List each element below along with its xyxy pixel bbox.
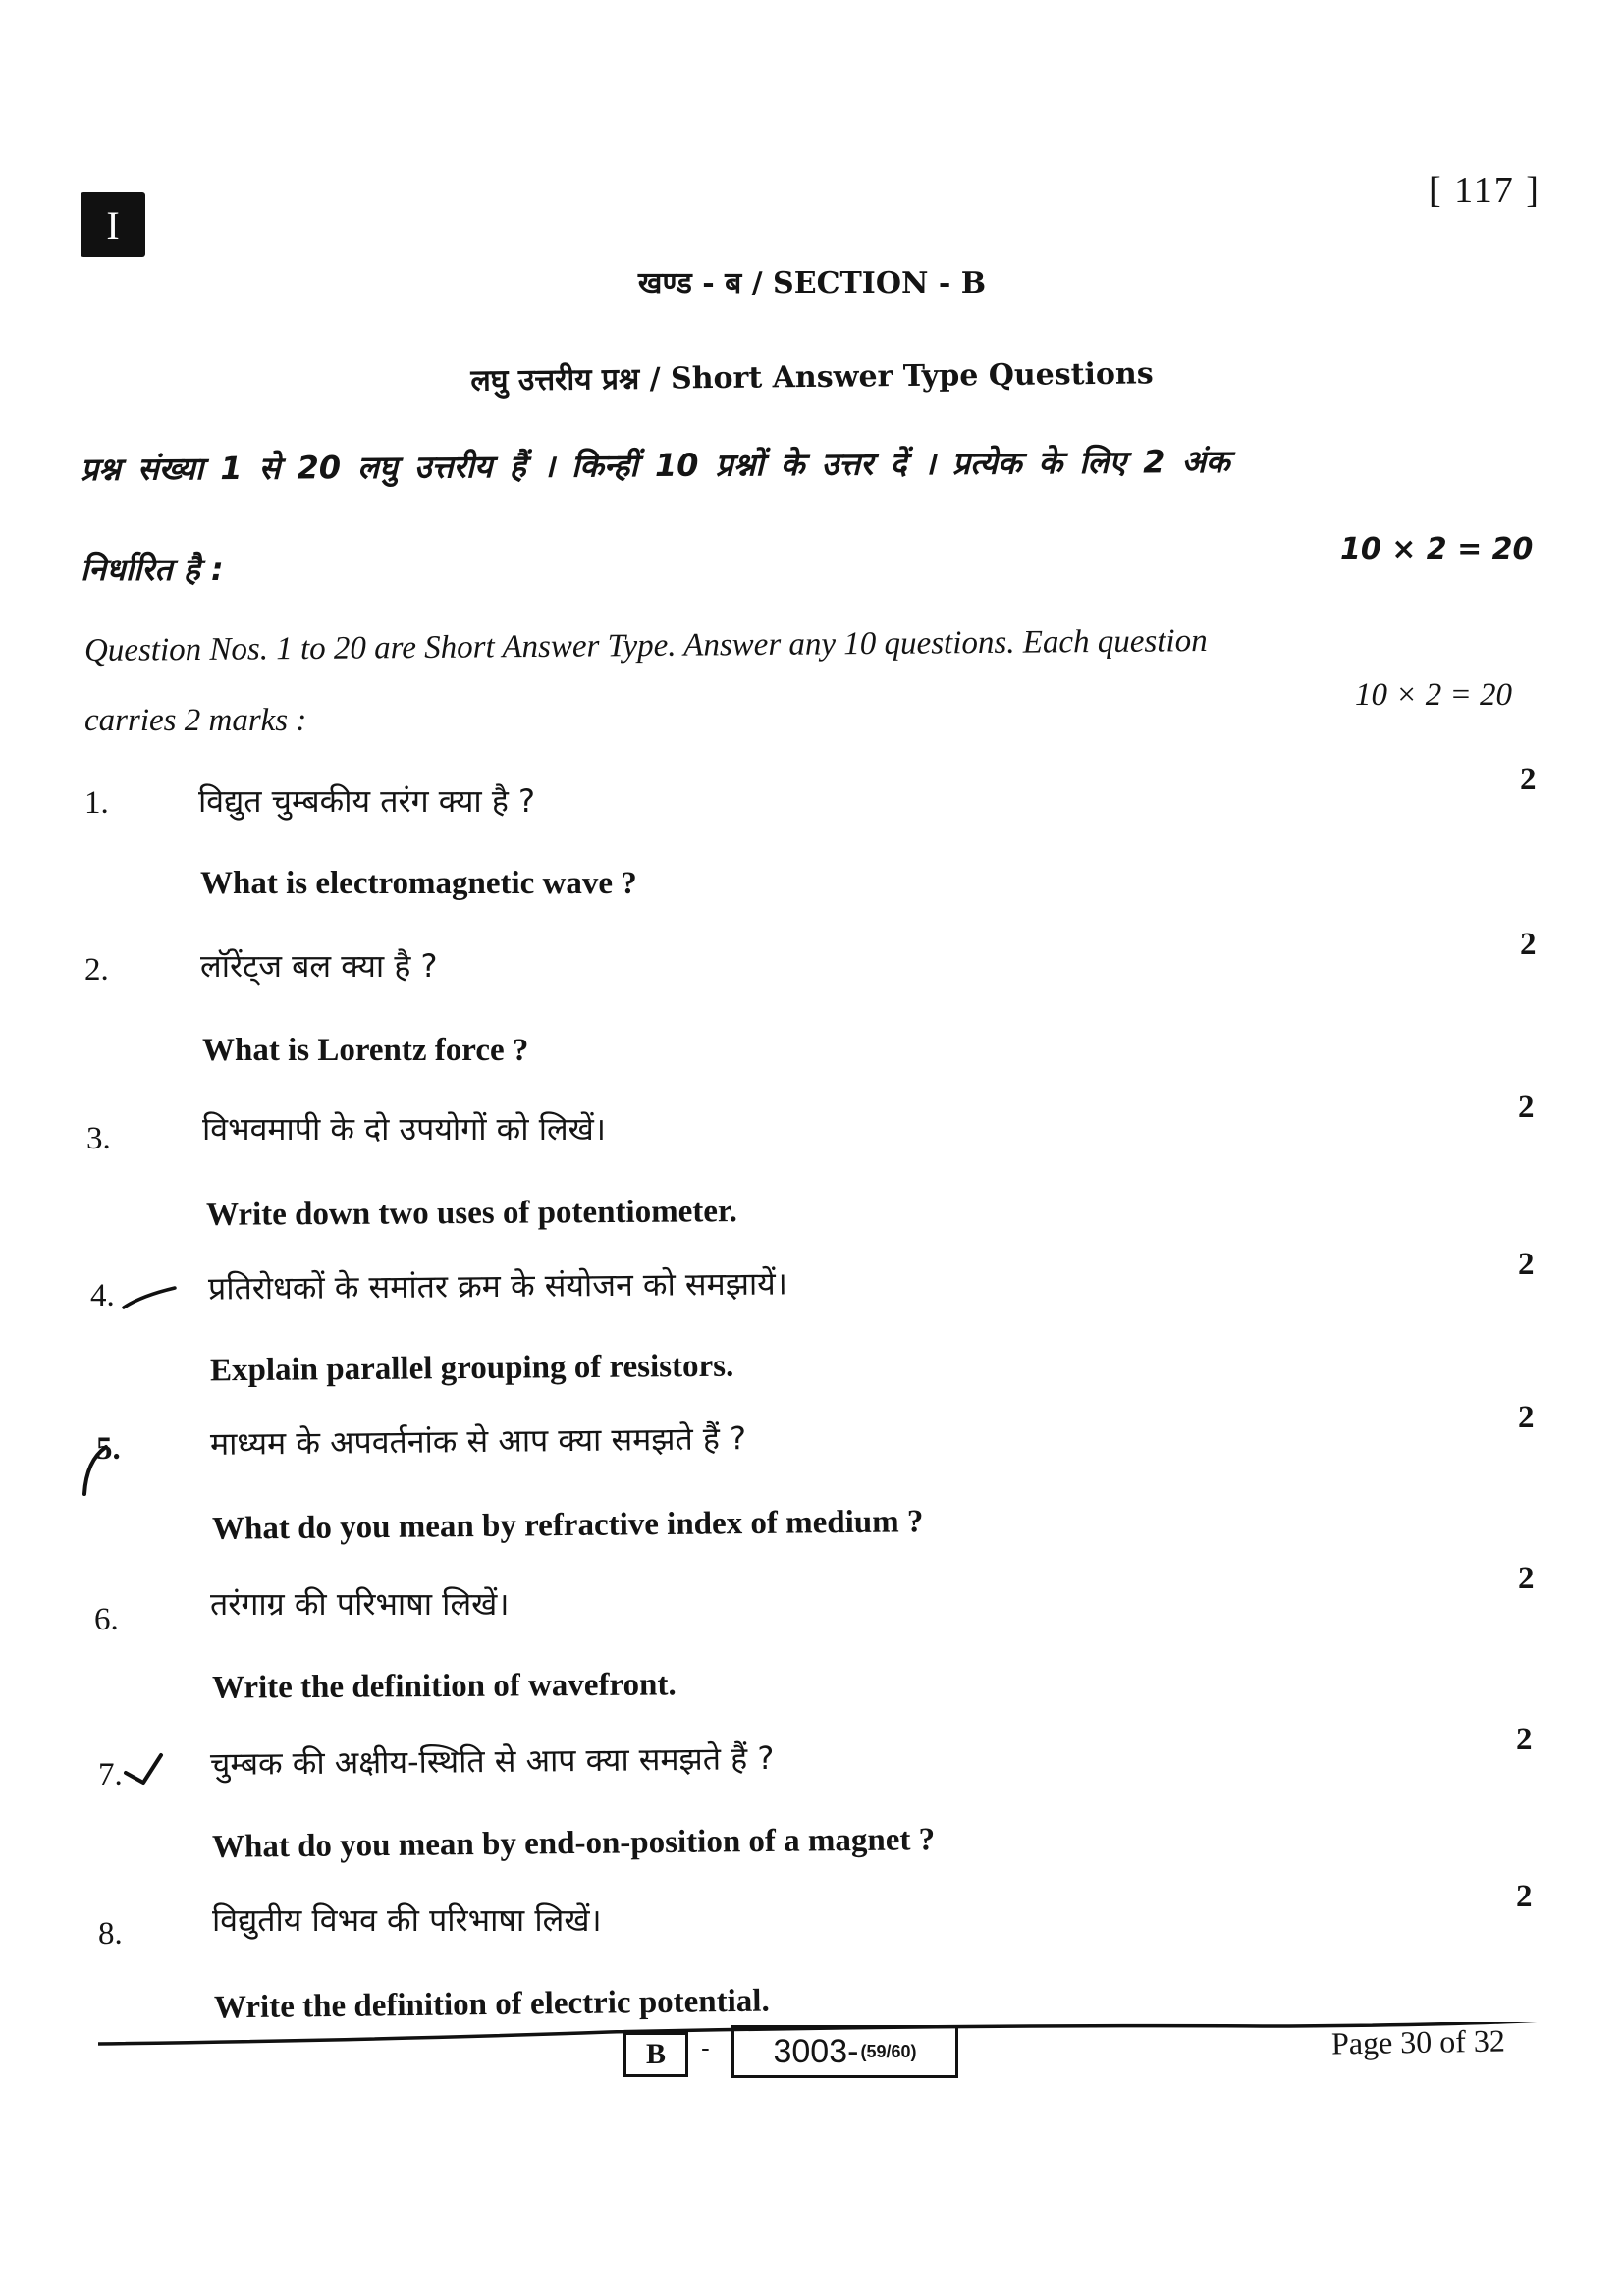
question-marks: 2 xyxy=(1518,1247,1535,1282)
instruction-hindi-line1: प्रश्न संख्या 1 से 20 लघु उत्तरीय हैं । किन्हीं 10 प्रश्नों के उत्तर दें । प्रत्येक के लिए 2 अंक xyxy=(80,442,1230,489)
question-number: 7. xyxy=(98,1757,123,1792)
question-number: 1. xyxy=(84,785,109,821)
question-hindi: विभवमापी के दो उपयोगों को लिखें। xyxy=(202,1110,606,1148)
instruction-english-line2: carries 2 marks : xyxy=(84,703,307,738)
question-marks: 2 xyxy=(1518,1400,1535,1435)
instruction-english-line1: Question Nos. 1 to 20 are Short Answer Type. Answer any 10 questions. Each question xyxy=(83,623,1208,668)
footer-code-main: 3003- xyxy=(773,2032,859,2070)
question-marks: 2 xyxy=(1520,762,1537,797)
question-hindi: विद्युत चुम्बकीय तरंग क्या है ? xyxy=(198,782,536,820)
question-hindi: विद्युतीय विभव की परिभाषा लिखें। xyxy=(212,1901,602,1939)
footer-code-box xyxy=(731,2025,958,2078)
page-reference: [ 117 ] xyxy=(1429,170,1541,211)
footer-series: B xyxy=(645,2038,666,2070)
question-number: 2. xyxy=(84,952,109,988)
question-number: 5. xyxy=(96,1431,121,1467)
question-marks: 2 xyxy=(1516,1879,1533,1914)
question-hindi: लॉरेंट्ज बल क्या है ? xyxy=(200,947,438,985)
question-english: Explain parallel grouping of resistors. xyxy=(209,1348,734,1389)
question-number: 4. xyxy=(90,1278,115,1313)
footer-dash: - xyxy=(701,2034,710,2063)
set-label-box xyxy=(81,192,145,257)
footer-series-box xyxy=(623,2032,688,2077)
question-marks: 2 xyxy=(1518,1561,1535,1596)
question-hindi: प्रतिरोधकों के समांतर क्रम के संयोजन को समझायें। xyxy=(207,1264,788,1308)
pen-tick-mark xyxy=(120,1282,179,1311)
instruction-hindi-line2: निर्धारित है : xyxy=(81,551,224,588)
question-english: What is Lorentz force ? xyxy=(202,1033,529,1068)
subsection-title: लघु उत्तरीय प्रश्न / Short Answer Type Questions xyxy=(470,356,1154,399)
instruction-hindi-marks: 10 × 2 = 20 xyxy=(1340,532,1534,566)
question-hindi: चुम्बक की अक्षीय-स्थिति से आप क्या समझते हैं ? xyxy=(209,1738,775,1784)
question-number: 3. xyxy=(86,1121,111,1156)
page-counter: Page 30 of 32 xyxy=(1330,2022,1506,2061)
question-number: 8. xyxy=(98,1916,123,1951)
question-english: Write the definition of electric potential. xyxy=(213,1983,770,2026)
footer-code-sub: (59/60) xyxy=(860,2041,917,2061)
question-marks: 2 xyxy=(1520,927,1537,962)
question-english: What is electromagnetic wave ? xyxy=(200,866,637,901)
question-number: 6. xyxy=(94,1602,119,1637)
question-english: What do you mean by end-on-position of a magnet ? xyxy=(211,1822,936,1865)
question-english: What do you mean by refractive index of medium ? xyxy=(211,1504,924,1547)
section-title: खण्ड - ब / SECTION - B xyxy=(637,266,987,300)
question-hindi: माध्यम के अपवर्तनांक से आप क्या समझते हैं ? xyxy=(209,1419,747,1463)
set-label: I xyxy=(106,202,120,247)
pen-tick-mark xyxy=(122,1751,171,1787)
pen-tick-mark xyxy=(77,1441,116,1500)
instruction-english-marks: 10 × 2 = 20 xyxy=(1355,677,1513,713)
question-english: Write down two uses of potentiometer. xyxy=(205,1194,737,1233)
question-english: Write the definition of wavefront. xyxy=(211,1667,677,1706)
question-marks: 2 xyxy=(1516,1722,1533,1757)
question-marks: 2 xyxy=(1518,1090,1535,1125)
question-hindi: तरंगाग्र की परिभाषा लिखें। xyxy=(210,1585,510,1623)
